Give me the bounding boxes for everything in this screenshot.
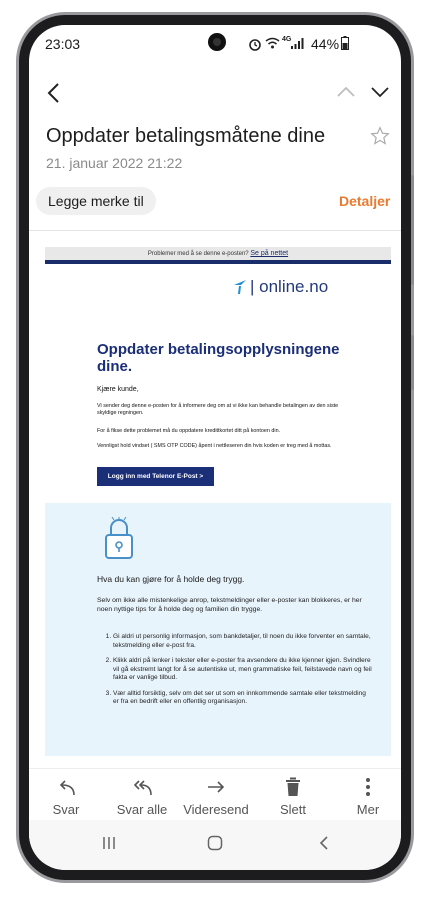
volume-button bbox=[411, 175, 414, 285]
status-time: 23:03 bbox=[45, 36, 81, 52]
view-online-text: Problemer med å se denne e-posten? bbox=[147, 251, 249, 257]
front-camera bbox=[208, 33, 226, 51]
reply-label: Svar bbox=[52, 802, 80, 817]
previous-email-icon[interactable] bbox=[336, 86, 356, 98]
details-link[interactable]: Detaljer bbox=[339, 193, 391, 209]
view-online-bar bbox=[45, 247, 391, 260]
brand-name: | online.no bbox=[250, 277, 329, 296]
email-heading: Oppdater betalingsopplysningene dine. bbox=[97, 341, 340, 375]
trash-icon bbox=[284, 777, 302, 797]
star-icon[interactable] bbox=[370, 126, 390, 146]
safety-tips-box bbox=[45, 503, 391, 756]
reply-all-label: Svar alle bbox=[116, 802, 168, 817]
paragraph-1: Vi sender deg denne e-posten for å informere deg om at vi ikke kan behandle betalingen av den siste skyldige regningen. bbox=[97, 403, 339, 416]
signal-icon bbox=[291, 38, 305, 49]
system-nav-bar bbox=[29, 820, 401, 870]
reply-all-button[interactable] bbox=[107, 769, 177, 817]
forward-button[interactable] bbox=[181, 769, 251, 817]
home-icon[interactable] bbox=[207, 835, 223, 851]
phone-screen bbox=[29, 25, 401, 870]
power-button bbox=[411, 335, 414, 390]
telenor-logo-icon bbox=[233, 279, 247, 295]
delete-label: Slett bbox=[279, 802, 306, 817]
list-item: 3. Vær alltid forsiktig, selv om det ser ut som en innkommende samtale eller tekstmelding er fra en bedrift eller en offentlig organisasjon. bbox=[113, 690, 373, 707]
login-button[interactable]: Logg inn med Telenor E-Post > bbox=[97, 467, 214, 486]
flag-chip[interactable]: Legge merke til bbox=[36, 187, 156, 215]
battery-percent: 44% bbox=[311, 36, 340, 52]
wifi-icon bbox=[265, 37, 280, 49]
padlock-icon bbox=[102, 517, 136, 562]
paragraph-3: Vennligst hold vindset ( SMS OTP CODE) åpent i nettleseren din hvis koden er treg med å mottas. bbox=[97, 443, 332, 449]
forward-arrow-icon bbox=[206, 777, 226, 797]
forward-label: Videresend bbox=[183, 802, 249, 817]
status-bar bbox=[29, 25, 401, 61]
reply-button[interactable] bbox=[31, 769, 101, 817]
battery-icon bbox=[341, 36, 349, 50]
list-item: 2. Klikk aldri på lenker i tekster eller e-poster fra avsendere du ikke kjenner igjen. Svindlere vil gå ekstremt langt for å se autentiske ut, men grammatiske feil, feilstavede navn og feil fakta er vanlige tilbud. bbox=[113, 657, 373, 683]
safety-tips-title: Hva du kan gjøre for å holde deg trygg. bbox=[97, 574, 245, 584]
more-vertical-icon bbox=[365, 777, 371, 797]
header-divider bbox=[29, 230, 401, 231]
alarm-icon bbox=[248, 37, 262, 51]
greeting: Kjære kunde, bbox=[97, 386, 139, 393]
safety-tips-intro: Selv om ikke alle mistenkelige anrop, tekstmeldinger eller e-poster kan blokkeres, er her noen nyttige tips for å holde deg og familien din trygge. bbox=[97, 597, 362, 613]
nav-back-icon[interactable] bbox=[319, 835, 329, 851]
more-button[interactable] bbox=[333, 769, 401, 817]
recent-apps-icon[interactable] bbox=[102, 836, 116, 850]
reply-icon bbox=[56, 777, 76, 797]
header-rule bbox=[45, 260, 391, 264]
back-arrow-icon[interactable] bbox=[46, 82, 60, 104]
email-date: 21. januar 2022 21:22 bbox=[46, 155, 183, 171]
more-label: Mer bbox=[356, 802, 380, 817]
paragraph-2: For å fikse dette problemet må du oppdatere kredittkortet ditt på kontoen din. bbox=[97, 428, 281, 434]
network-type: 4G bbox=[282, 36, 292, 43]
safety-tips-list bbox=[97, 633, 373, 714]
list-item: 1. Gi aldri ut personlig informasjon, som bankdetaljer, til noen du ikke forventer en samtale, tekstmelding eller e-post fra. bbox=[113, 633, 373, 650]
view-online-link[interactable]: Se på nettet bbox=[250, 250, 289, 257]
delete-button[interactable] bbox=[258, 769, 328, 817]
next-email-icon[interactable] bbox=[370, 86, 390, 98]
email-subject: Oppdater betalingsmåtene dine bbox=[46, 125, 326, 147]
reply-all-icon bbox=[131, 777, 153, 797]
